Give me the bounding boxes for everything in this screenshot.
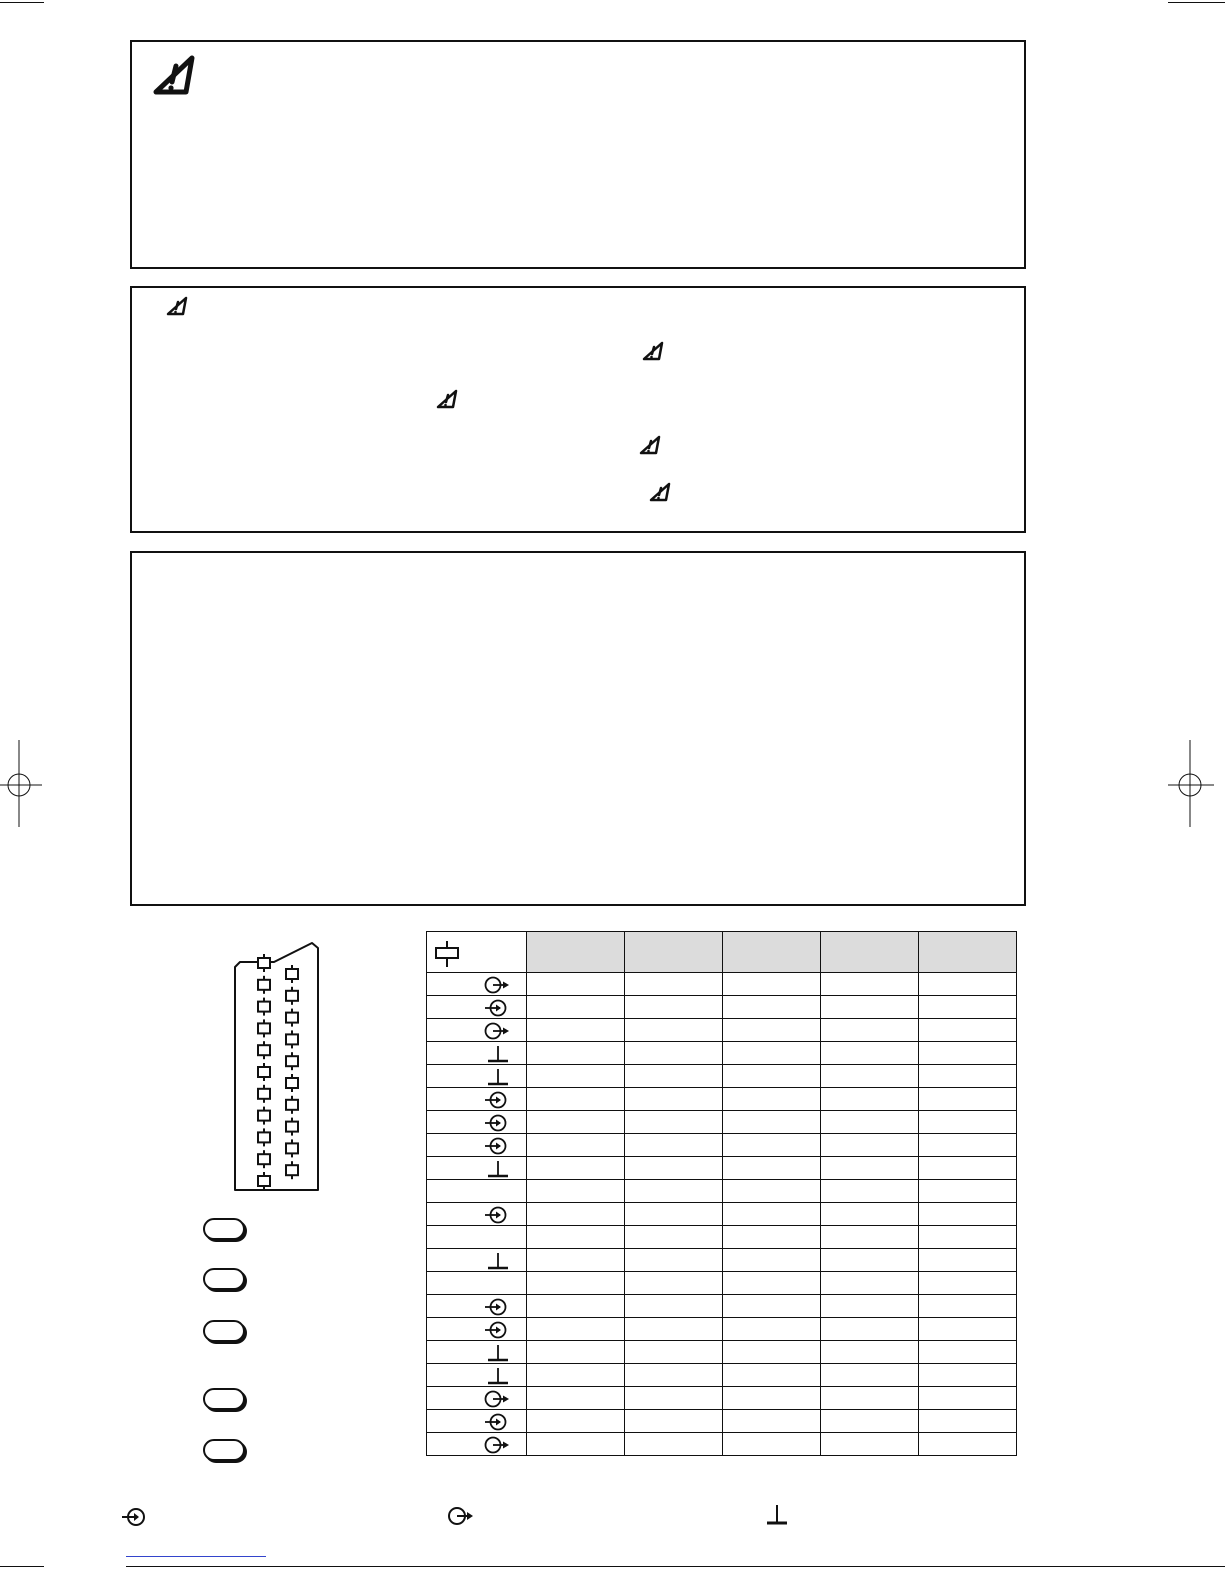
pin-type-cell [427,1226,527,1249]
table-cell [723,1065,821,1088]
table-cell [625,1226,723,1249]
table-cell [723,1433,821,1456]
pin-type-cell [427,1134,527,1157]
warning-triangle-icon [166,295,190,317]
table-cell [527,996,625,1019]
table-row [427,1272,1017,1295]
table-cell [723,1318,821,1341]
table-cell [821,1295,919,1318]
table-cell [625,1433,723,1456]
pin-type-cell [427,1410,527,1433]
table-cell [625,1111,723,1134]
header-cell [723,932,821,973]
table-cell [919,1226,1017,1249]
table-cell [919,1249,1017,1272]
warning-triangle-icon [649,481,673,503]
table-cell [919,996,1017,1019]
table-cell [821,1341,919,1364]
pin-type-cell [427,1272,527,1295]
pill-button-2[interactable] [203,1268,245,1290]
table-cell [625,1088,723,1111]
pin-type-cell [427,1295,527,1318]
table-cell [625,973,723,996]
table-cell [723,1203,821,1226]
table-cell [723,973,821,996]
header-cell [527,932,625,973]
table-cell [723,1272,821,1295]
table-cell [527,1042,625,1065]
safety-notes-box [130,286,1026,533]
table-cell [527,1180,625,1203]
warning-triangle-icon [152,52,202,98]
table-cell [625,1318,723,1341]
table-cell [821,1065,919,1088]
info-box [130,551,1026,906]
table-cell [527,1318,625,1341]
table-cell [527,1226,625,1249]
table-cell [527,1295,625,1318]
pin-type-cell [427,1180,527,1203]
output-icon [482,976,510,994]
table-cell [821,1433,919,1456]
header-cell [821,932,919,973]
table-cell [527,1364,625,1387]
pill-button-1[interactable] [203,1218,245,1240]
table-cell [919,1203,1017,1226]
table-cell [723,1019,821,1042]
table-cell [527,1249,625,1272]
table-cell [821,1364,919,1387]
input-icon [482,999,510,1017]
pin-type-cell [427,1249,527,1272]
output-icon [482,1436,510,1454]
footer-link[interactable] [126,1556,266,1557]
pin-type-cell [427,1157,527,1180]
table-cell [527,1134,625,1157]
table-cell [821,1226,919,1249]
pin-type-cell [427,1318,527,1341]
table-cell [625,1410,723,1433]
ground-icon [482,1367,510,1385]
warning-triangle-icon [642,340,666,362]
table-cell [527,973,625,996]
ground-icon [482,1252,510,1270]
table-row [427,1157,1017,1180]
pill-button-3[interactable] [203,1320,245,1342]
table-cell [919,1341,1017,1364]
table-row [427,1134,1017,1157]
table-row [427,1203,1017,1226]
table-cell [723,1157,821,1180]
table-cell [821,1180,919,1203]
table-cell [527,1157,625,1180]
table-cell [919,1134,1017,1157]
table-cell [527,1341,625,1364]
page-bottom-rule [126,1566,1225,1567]
table-cell [625,1249,723,1272]
table-cell [625,1134,723,1157]
table-header-row [427,932,1017,973]
table-cell [919,1157,1017,1180]
table-cell [723,1226,821,1249]
table-cell [625,1042,723,1065]
pin-type-cell [427,1203,527,1226]
table-cell [723,1111,821,1134]
pin-type-cell [427,1364,527,1387]
output-icon [445,1505,475,1527]
table-cell [625,1341,723,1364]
table-cell [723,1295,821,1318]
input-icon [482,1298,510,1316]
output-icon [482,1390,510,1408]
table-cell [821,1249,919,1272]
table-cell [821,1111,919,1134]
table-cell [625,1065,723,1088]
crop-mark-top-left [0,2,44,3]
table-cell [723,1341,821,1364]
header-cell [625,932,723,973]
table-cell [625,1157,723,1180]
table-cell [919,1318,1017,1341]
crop-mark-bottom-left [0,1566,44,1567]
table-row [427,1111,1017,1134]
table-cell [625,1180,723,1203]
table-cell [919,1295,1017,1318]
ground-icon [482,1045,510,1063]
table-cell [723,996,821,1019]
table-row [427,1019,1017,1042]
table-cell [821,1387,919,1410]
table-cell [821,1042,919,1065]
table-cell [527,1387,625,1410]
table-cell [723,1387,821,1410]
table-row [427,1180,1017,1203]
ground-icon [482,1344,510,1362]
pin-type-cell [427,1042,527,1065]
table-cell [919,1111,1017,1134]
table-cell [821,1134,919,1157]
ground-icon [482,1068,510,1086]
table-cell [919,1410,1017,1433]
pin-type-cell [427,1433,527,1456]
input-icon [120,1506,150,1528]
input-icon [482,1321,510,1339]
registration-mark-right [1168,735,1225,830]
pill-button-5[interactable] [203,1439,245,1461]
table-cell [723,1134,821,1157]
table-cell [723,1088,821,1111]
table-cell [919,1272,1017,1295]
table-row [427,1249,1017,1272]
header-pin-cell [427,932,527,973]
table-row [427,1295,1017,1318]
table-cell [527,1088,625,1111]
pin-type-cell [427,1019,527,1042]
table-cell [625,1203,723,1226]
table-cell [821,973,919,996]
table-cell [919,1364,1017,1387]
table-cell [527,1111,625,1134]
table-cell [527,1272,625,1295]
table-cell [723,1042,821,1065]
registration-mark-left [0,735,44,830]
crop-mark-top-right [1168,2,1225,3]
pin-type-cell [427,1088,527,1111]
table-row [427,1433,1017,1456]
table-row [427,1226,1017,1249]
table-cell [919,1019,1017,1042]
table-cell [821,1318,919,1341]
table-cell [723,1180,821,1203]
table-cell [723,1249,821,1272]
pin-type-cell [427,1111,527,1134]
table-cell [625,1272,723,1295]
ground-icon [764,1503,790,1527]
table-cell [919,1088,1017,1111]
table-cell [919,1065,1017,1088]
table-cell [625,1387,723,1410]
table-cell [625,1019,723,1042]
ground-icon [482,1160,510,1178]
table-cell [527,1203,625,1226]
table-cell [919,1180,1017,1203]
scart-connector-icon [230,940,325,1196]
table-row [427,1065,1017,1088]
table-cell [821,1088,919,1111]
pin-assignment-table [426,931,1017,1456]
table-cell [821,1272,919,1295]
pill-button-4[interactable] [203,1388,245,1410]
input-icon [482,1091,510,1109]
table-row [427,1088,1017,1111]
table-row [427,996,1017,1019]
table-cell [625,1364,723,1387]
table-cell [919,1387,1017,1410]
table-cell [919,1433,1017,1456]
table-row [427,1364,1017,1387]
warning-triangle-icon [436,388,460,410]
table-row [427,1042,1017,1065]
table-cell [625,996,723,1019]
table-cell [821,1410,919,1433]
table-cell [625,1295,723,1318]
table-row [427,1410,1017,1433]
pin-type-cell [427,1387,527,1410]
table-cell [821,1203,919,1226]
table-cell [723,1410,821,1433]
warning-box [130,40,1026,269]
table-cell [919,1042,1017,1065]
table-cell [527,1433,625,1456]
table-cell [527,1410,625,1433]
scart-plug-icon [434,940,460,968]
pin-type-cell [427,1065,527,1088]
table-cell [821,996,919,1019]
output-icon [482,1022,510,1040]
pin-type-cell [427,973,527,996]
input-icon [482,1114,510,1132]
table-cell [821,1157,919,1180]
table-cell [919,973,1017,996]
table-row [427,1341,1017,1364]
table-cell [821,1019,919,1042]
pin-type-cell [427,1341,527,1364]
pin-type-cell [427,996,527,1019]
table-row [427,1387,1017,1410]
input-icon [482,1206,510,1224]
table-row [427,1318,1017,1341]
header-cell [919,932,1017,973]
table-cell [527,1019,625,1042]
input-icon [482,1413,510,1431]
table-row [427,973,1017,996]
warning-triangle-icon [639,434,663,456]
table-cell [723,1364,821,1387]
input-icon [482,1137,510,1155]
table-cell [527,1065,625,1088]
